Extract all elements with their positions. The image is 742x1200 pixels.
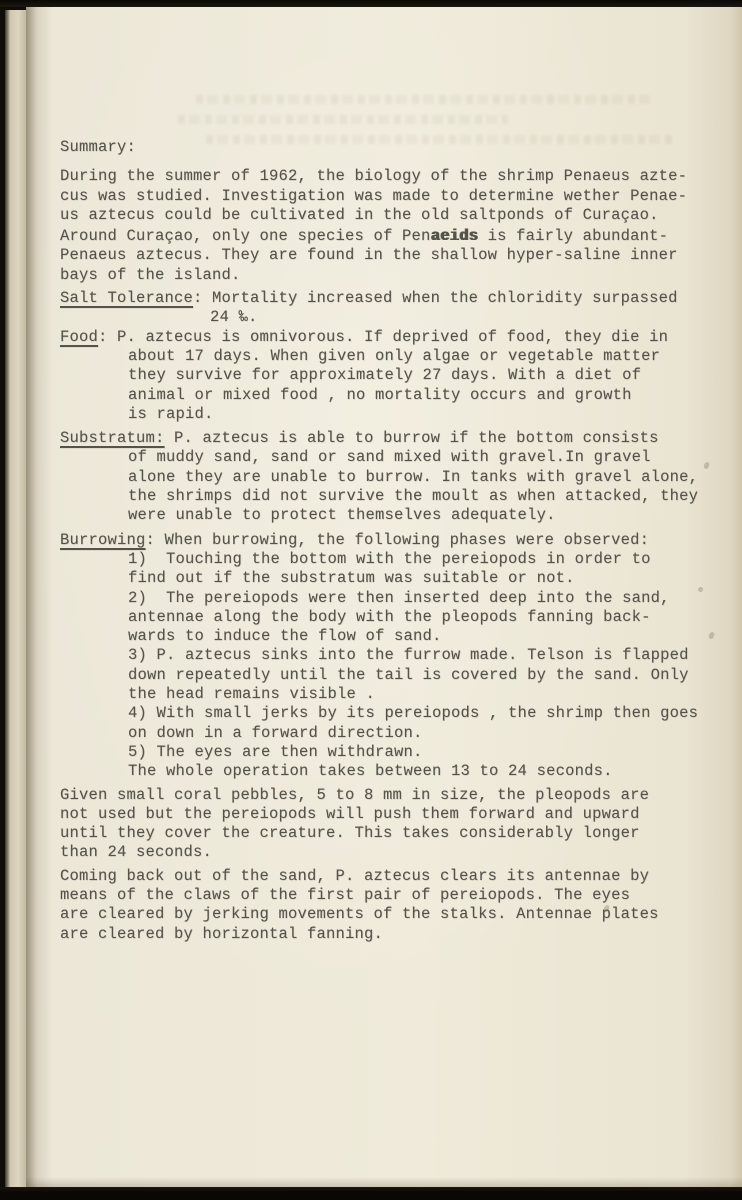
text-segment: Around Curaçao, only one species of Pen bbox=[60, 227, 431, 246]
text-line bbox=[60, 468, 724, 487]
paper-sheet bbox=[26, 7, 742, 1187]
text-line bbox=[60, 531, 724, 550]
text-segment: The whole operation takes between 13 to 24 seconds. bbox=[128, 762, 613, 781]
overstruck-word: aeids bbox=[430, 227, 479, 246]
text-line bbox=[60, 627, 724, 646]
text-line bbox=[60, 227, 724, 246]
scan-border-top bbox=[0, 0, 742, 7]
text-segment: about 17 days. When given only algae or vegetable matter bbox=[128, 346, 661, 365]
text-line bbox=[60, 366, 724, 385]
text-line bbox=[60, 347, 724, 366]
text-segment: down repeatedly until the tail is covered by the sand. Only bbox=[128, 665, 689, 684]
cleaning-paragraph bbox=[60, 867, 724, 944]
text-segment: us aztecus could be cultivated in the old saltponds of Curaçao. bbox=[60, 205, 659, 224]
text-line bbox=[60, 905, 724, 924]
text-line bbox=[60, 138, 724, 157]
text-line bbox=[60, 167, 724, 186]
text-segment: alone they are unable to burrow. In tanks with gravel alone, bbox=[128, 467, 699, 486]
text-line bbox=[60, 448, 724, 467]
text-line bbox=[60, 429, 724, 448]
text-segment: than 24 seconds. bbox=[60, 843, 213, 862]
text-line bbox=[60, 289, 724, 308]
text-line bbox=[60, 266, 724, 285]
food-entry bbox=[60, 328, 724, 424]
text-line bbox=[60, 328, 724, 347]
text-line bbox=[60, 646, 724, 665]
text-segment: 2) The pereiopods were then inserted deep into the sand, bbox=[128, 588, 670, 607]
text-segment: cus was studied. Investigation was made to determine wether Penae- bbox=[60, 186, 688, 205]
text-segment: on down in a forward direction. bbox=[128, 723, 423, 742]
bleed-through-line bbox=[196, 95, 651, 104]
text-segment: bays of the island. bbox=[60, 265, 241, 284]
text-line bbox=[60, 206, 724, 225]
burrowing-entry bbox=[60, 531, 724, 782]
text-line bbox=[60, 608, 724, 627]
text-segment: are cleared by horizontal fanning. bbox=[60, 924, 384, 943]
text-line bbox=[60, 308, 724, 327]
text-segment: 3) P. aztecus sinks into the furrow made. Telson is flapped bbox=[128, 646, 689, 665]
text-segment: means of the claws of the first pair of pereiopods. The eyes bbox=[60, 885, 631, 904]
text-line bbox=[60, 487, 724, 506]
text-line bbox=[60, 762, 724, 781]
summary-heading bbox=[60, 138, 724, 157]
text-line bbox=[60, 867, 724, 886]
text-segment: until they cover the creature. This takes considerably longer bbox=[60, 824, 640, 843]
text-segment: : Mortality increased when the chloridity surpassed bbox=[193, 289, 678, 308]
text-line bbox=[60, 786, 724, 805]
text-line bbox=[60, 743, 724, 762]
substratum-entry bbox=[60, 429, 724, 525]
text-segment: is rapid. bbox=[128, 404, 214, 423]
pebbles-paragraph bbox=[60, 786, 724, 863]
underlined-term: Salt Tolerance bbox=[60, 289, 194, 308]
text-segment: : When burrowing, the following phases were observed: bbox=[145, 530, 650, 549]
text-segment: not used but the pereiopods will push them forward and upward bbox=[60, 804, 640, 823]
scan-border-bottom bbox=[0, 1187, 742, 1200]
text-segment: were unable to protect themselves adequately. bbox=[128, 506, 556, 525]
text-segment: are cleared by jerking movements of the stalks. Antennae plates bbox=[60, 905, 659, 924]
text-segment: is fairly abundant- bbox=[478, 227, 669, 246]
text-segment: Coming back out of the sand, P. aztecus clears its antennae by bbox=[60, 866, 650, 885]
text-segment: animal or mixed food , no mortality occurs and growth bbox=[128, 385, 632, 404]
salt-tolerance-entry bbox=[60, 289, 724, 328]
text-segment: 4) With small jerks by its pereiopods , the shrimp then goes bbox=[128, 704, 699, 723]
text-line bbox=[60, 405, 724, 424]
underlined-term: Substratum: bbox=[60, 429, 165, 448]
text-segment: : P. aztecus is omnivorous. If deprived of food, they die in bbox=[98, 327, 669, 346]
text-line bbox=[60, 925, 724, 944]
text-segment: antennae along the body with the pleopods fanning back- bbox=[128, 607, 651, 626]
text-segment: of muddy sand, sand or sand mixed with gravel.In gravel bbox=[128, 448, 651, 467]
text-line bbox=[60, 843, 724, 862]
text-line bbox=[60, 550, 724, 569]
text-segment: During the summer of 1962, the biology of the shrimp Penaeus azte- bbox=[60, 167, 688, 186]
text-line bbox=[60, 724, 724, 743]
text-line bbox=[60, 569, 724, 588]
text-segment: Penaeus aztecus. They are found in the shallow hyper-saline inner bbox=[60, 246, 678, 265]
text-line bbox=[60, 704, 724, 723]
text-segment: wards to induce the flow of sand. bbox=[128, 627, 442, 646]
text-line bbox=[60, 187, 724, 206]
bleed-through-line bbox=[178, 115, 508, 124]
text-segment: 24 ‰. bbox=[210, 308, 258, 327]
text-segment: P. aztecus is able to burrow if the bottom consists bbox=[164, 429, 659, 448]
underlined-term: Burrowing bbox=[60, 530, 146, 549]
typewritten-content bbox=[60, 138, 724, 944]
text-line bbox=[60, 589, 724, 608]
text-segment: the shrimps did not survive the moult as when attacked, they bbox=[128, 487, 699, 506]
text-line bbox=[60, 506, 724, 525]
text-line bbox=[60, 386, 724, 405]
text-segment: find out if the substratum was suitable or not. bbox=[128, 569, 575, 588]
text-segment: 5) The eyes are then withdrawn. bbox=[128, 742, 423, 761]
text-segment: Summary: bbox=[60, 138, 137, 156]
text-segment: 1) Touching the bottom with the pereiopods in order to bbox=[128, 549, 651, 568]
species-paragraph bbox=[60, 227, 724, 285]
text-segment: Given small coral pebbles, 5 to 8 mm in size, the pleopods are bbox=[60, 785, 650, 804]
text-line bbox=[60, 824, 724, 843]
text-line bbox=[60, 666, 724, 685]
text-segment: the head remains visible . bbox=[128, 685, 376, 704]
text-segment: they survive for approximately 27 days. With a diet of bbox=[128, 366, 642, 385]
underlined-term: Food bbox=[60, 327, 99, 346]
text-line bbox=[60, 685, 724, 704]
text-line bbox=[60, 246, 724, 265]
text-line bbox=[60, 886, 724, 905]
text-line bbox=[60, 805, 724, 824]
intro-paragraph bbox=[60, 167, 724, 225]
